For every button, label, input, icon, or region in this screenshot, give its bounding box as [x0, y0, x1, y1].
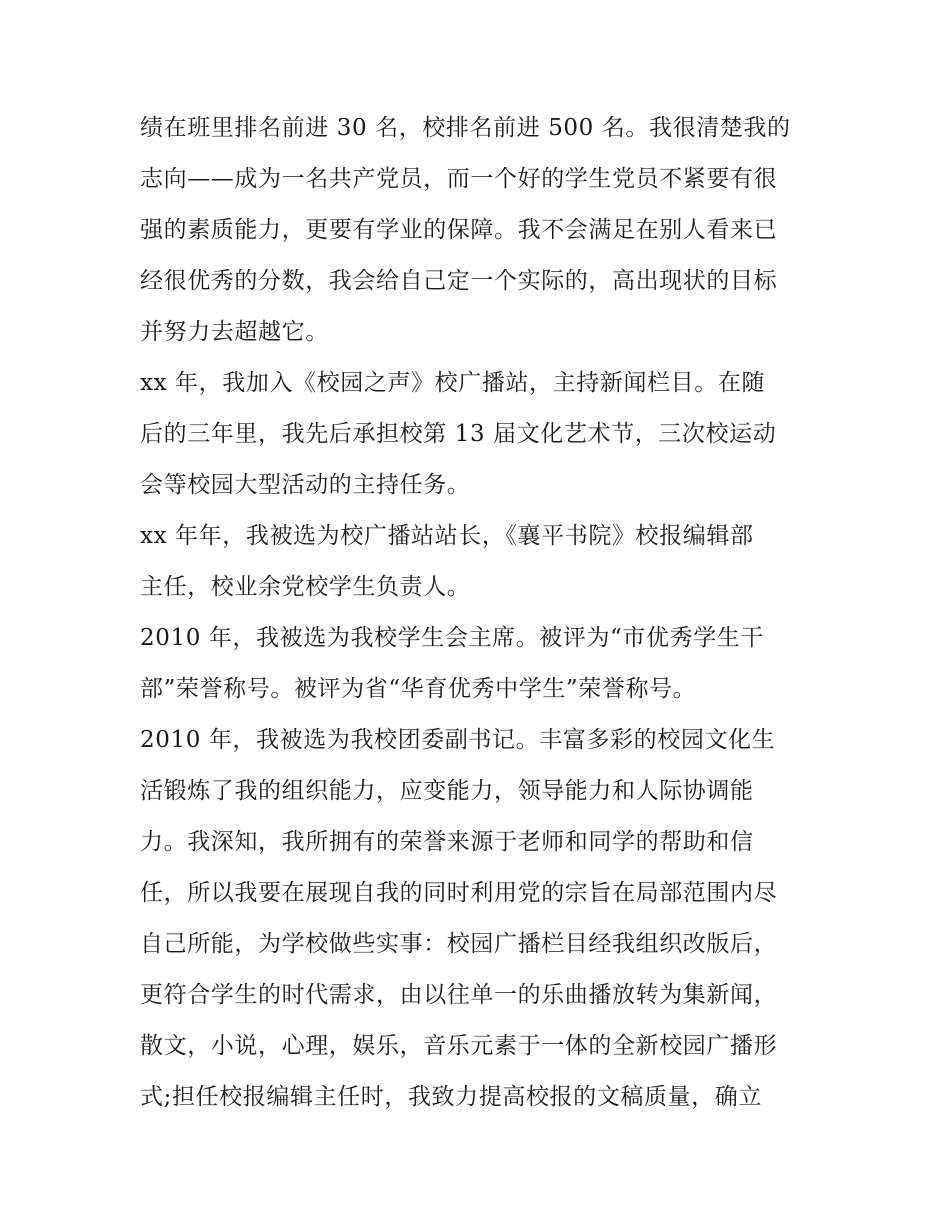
text-line: 任，所以我要在展现自我的同时利用党的宗旨在局部范围内尽: [140, 880, 778, 906]
text-line: 后的三年里，我先后承担校第 13 届文化艺术节，三次校运动: [140, 421, 777, 447]
text-line: 主任，校业余党校学生负责人。: [140, 574, 471, 600]
text-line: 2010 年，我被选为我校学生会主席。被评为“市优秀学生干: [140, 625, 765, 651]
text-line: 强的素质能力，更要有学业的保障。我不会满足在别人看来已: [140, 217, 778, 243]
body-text: [140, 103, 820, 1123]
text-line: 志向——成为一名共产党员，而一个好的学生党员不紧要有很: [140, 166, 778, 192]
text-line: 经很优秀的分数，我会给自己定一个实际的，高出现状的目标: [140, 268, 778, 294]
text-line: 绩在班里排名前进 30 名，校排名前进 500 名。我很清楚我的: [140, 115, 791, 141]
text-line: 部”荣誉称号。被评为省“华育优秀中学生”荣誉称号。: [140, 676, 697, 702]
text-line: 并努力去超越它。: [140, 319, 329, 345]
text-line: 会等校园大型活动的主持任务。: [140, 472, 471, 498]
text-line: 式;担任校报编辑主任时，我致力提高校报的文稿质量，确立: [140, 1084, 762, 1110]
text-line: xx 年，我加入《校园之声》校广播站，主持新闻栏目。在随: [140, 370, 766, 396]
text-line: 散文，小说，心理，娱乐，音乐元素于一体的全新校园广播形: [140, 1033, 778, 1059]
text-line: 更符合学生的时代需求，由以往单一的乐曲播放转为集新闻，: [140, 982, 778, 1008]
text-line: 自己所能，为学校做些实事：校园广播栏目经我组织改版后，: [140, 931, 778, 957]
text-line: 2010 年，我被选为我校团委副书记。丰富多彩的校园文化生: [140, 727, 776, 753]
text-line: xx 年年，我被选为校广播站站长，《襄平书院》校报编辑部: [140, 523, 754, 549]
text-line: 力。我深知，我所拥有的荣誉来源于老师和同学的帮助和信: [140, 829, 754, 855]
text-line: 活锻炼了我的组织能力，应变能力，领导能力和人际协调能: [140, 778, 754, 804]
